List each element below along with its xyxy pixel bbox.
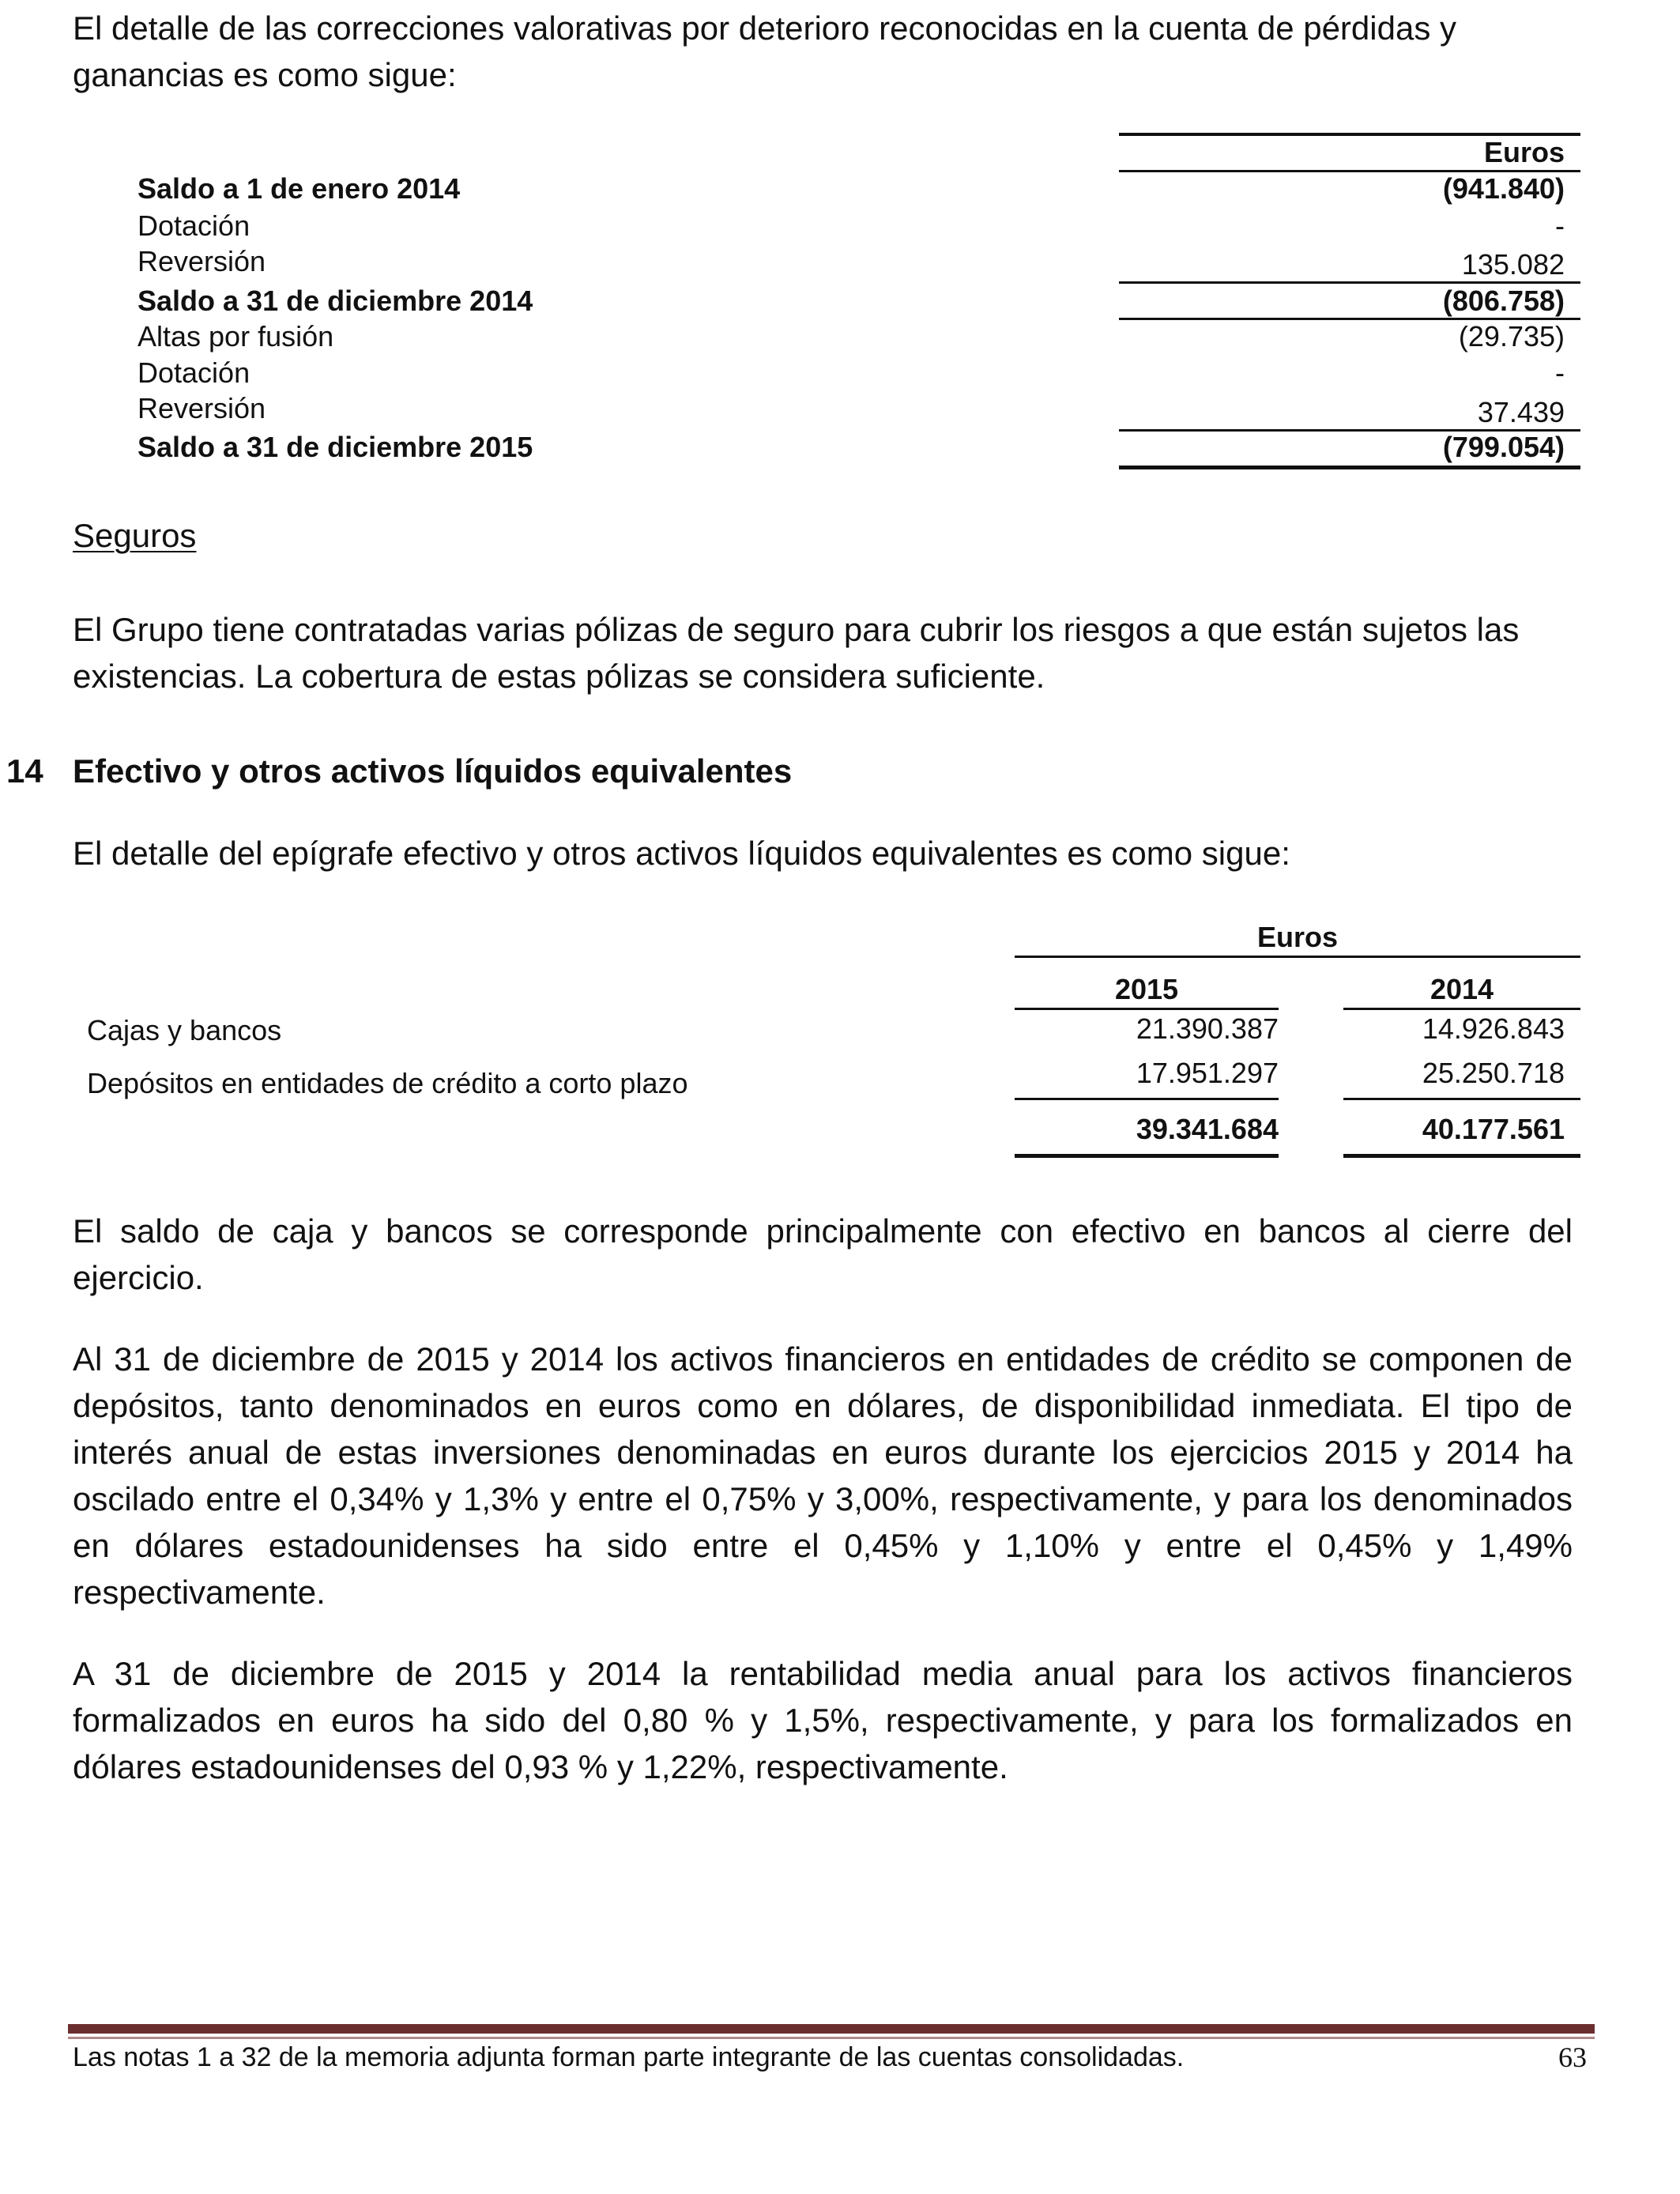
cash-balance-paragraph: El saldo de caja y bancos se corresponde principalmente con efectivo en bancos al cierre del ejercicio. xyxy=(73,1212,1573,1296)
footer-note: Las notas 1 a 32 de la memoria adjunta forman parte integrante de las cuentas consolidadas. xyxy=(73,2042,1185,2072)
table-row-label: Dotación xyxy=(137,209,250,242)
table-row-label: Altas por fusión xyxy=(137,320,334,352)
table-row-label: Dotación xyxy=(137,356,250,389)
table-row-value: 37.439 xyxy=(1477,396,1565,428)
cash-total-2014: 40.177.561 xyxy=(1422,1113,1565,1145)
cash-table-header-euros: Euros xyxy=(1256,921,1339,953)
column-rule xyxy=(1015,1008,1279,1010)
table-row-value: (29.735) xyxy=(1458,320,1565,352)
table-row-value: - xyxy=(1555,209,1565,242)
subtotal-rule xyxy=(1343,1098,1580,1100)
table-row-label: Saldo a 31 de diciembre 2015 xyxy=(137,431,533,463)
table-header-euros: Euros xyxy=(1483,136,1565,168)
cash-total-2015: 39.341.684 xyxy=(1136,1113,1279,1145)
cash-row-value-2015: 17.951.297 xyxy=(1136,1057,1279,1089)
return-paragraph: A 31 de diciembre de 2015 y 2014 la rentabilidad media anual para los activos financieros formalizados en euros ha sido del 0,80 % y 1,5%, respectivamente, y para los formalizados en dólares estadounidenses del 0,93 % y 1,22%, respectivamente. xyxy=(73,1655,1573,1785)
table-row-label: Saldo a 1 de enero 2014 xyxy=(137,172,461,205)
insurance-paragraph: El Grupo tiene contratadas varias pólizas de seguro para cubrir los riesgos a que están sujetos las existencias. La cobertura de estas pólizas se considera suficiente. xyxy=(73,611,1520,695)
insurance-heading: Seguros xyxy=(73,517,197,554)
table-row-value: (941.840) xyxy=(1442,172,1565,205)
section-number: 14 xyxy=(6,752,43,790)
cash-row-value-2014: 25.250.718 xyxy=(1422,1057,1565,1089)
column-header-2015: 2015 xyxy=(1114,973,1179,1005)
cash-table-header-rule xyxy=(1015,956,1580,958)
table-row-value: (806.758) xyxy=(1442,285,1565,317)
total-rule xyxy=(1015,1154,1279,1158)
table-row-value: (799.054) xyxy=(1442,431,1565,463)
total-rule xyxy=(1343,1154,1580,1158)
column-header-2014: 2014 xyxy=(1430,973,1494,1005)
cash-row-label: Cajas y bancos xyxy=(87,1014,282,1046)
table-row-value: 135.082 xyxy=(1461,248,1565,281)
section-title: Efectivo y otros activos líquidos equivalentes xyxy=(73,752,793,790)
interest-paragraph: Al 31 de diciembre de 2015 y 2014 los activos financieros en entidades de crédito se componen de depósitos, tanto denominados en euros como en dólares, de disponibilidad inmediata. El tipo de interés anual de estas inversiones denominadas en euros durante los ejercicios 2015 y 2014 ha oscilado entre el 0,34% y 1,3% y entre el 0,75% y 3,00%, respectivamente, y para los denominados en dólares estadounidenses ha sido entre el 0,45% y 1,10% y entre el 0,45% y 1,49% respectivamente. xyxy=(73,1340,1573,1611)
total-rule xyxy=(1119,466,1580,469)
subtotal-rule xyxy=(1015,1098,1279,1100)
cash-intro-paragraph: El detalle del epígrafe efectivo y otros activos líquidos equivalentes es como sigue: xyxy=(73,835,1290,872)
table-row-value: - xyxy=(1555,356,1565,389)
table-row-label: Saldo a 31 de diciembre 2014 xyxy=(137,285,533,317)
cash-row-value-2014: 14.926.843 xyxy=(1422,1012,1565,1045)
table-row-label: Reversión xyxy=(137,392,266,424)
table-row-label: Reversión xyxy=(137,245,266,277)
cash-row-value-2015: 21.390.387 xyxy=(1136,1012,1279,1045)
intro-paragraph: El detalle de las correcciones valorativas por deterioro reconocidas en la cuenta de pérdidas y ganancias es como sigue: xyxy=(73,9,1456,93)
column-rule xyxy=(1343,1008,1580,1010)
cash-row-label: Depósitos en entidades de crédito a corto plazo xyxy=(87,1067,688,1099)
footer-rule xyxy=(68,2024,1595,2034)
page-number: 63 xyxy=(1558,2041,1587,2073)
